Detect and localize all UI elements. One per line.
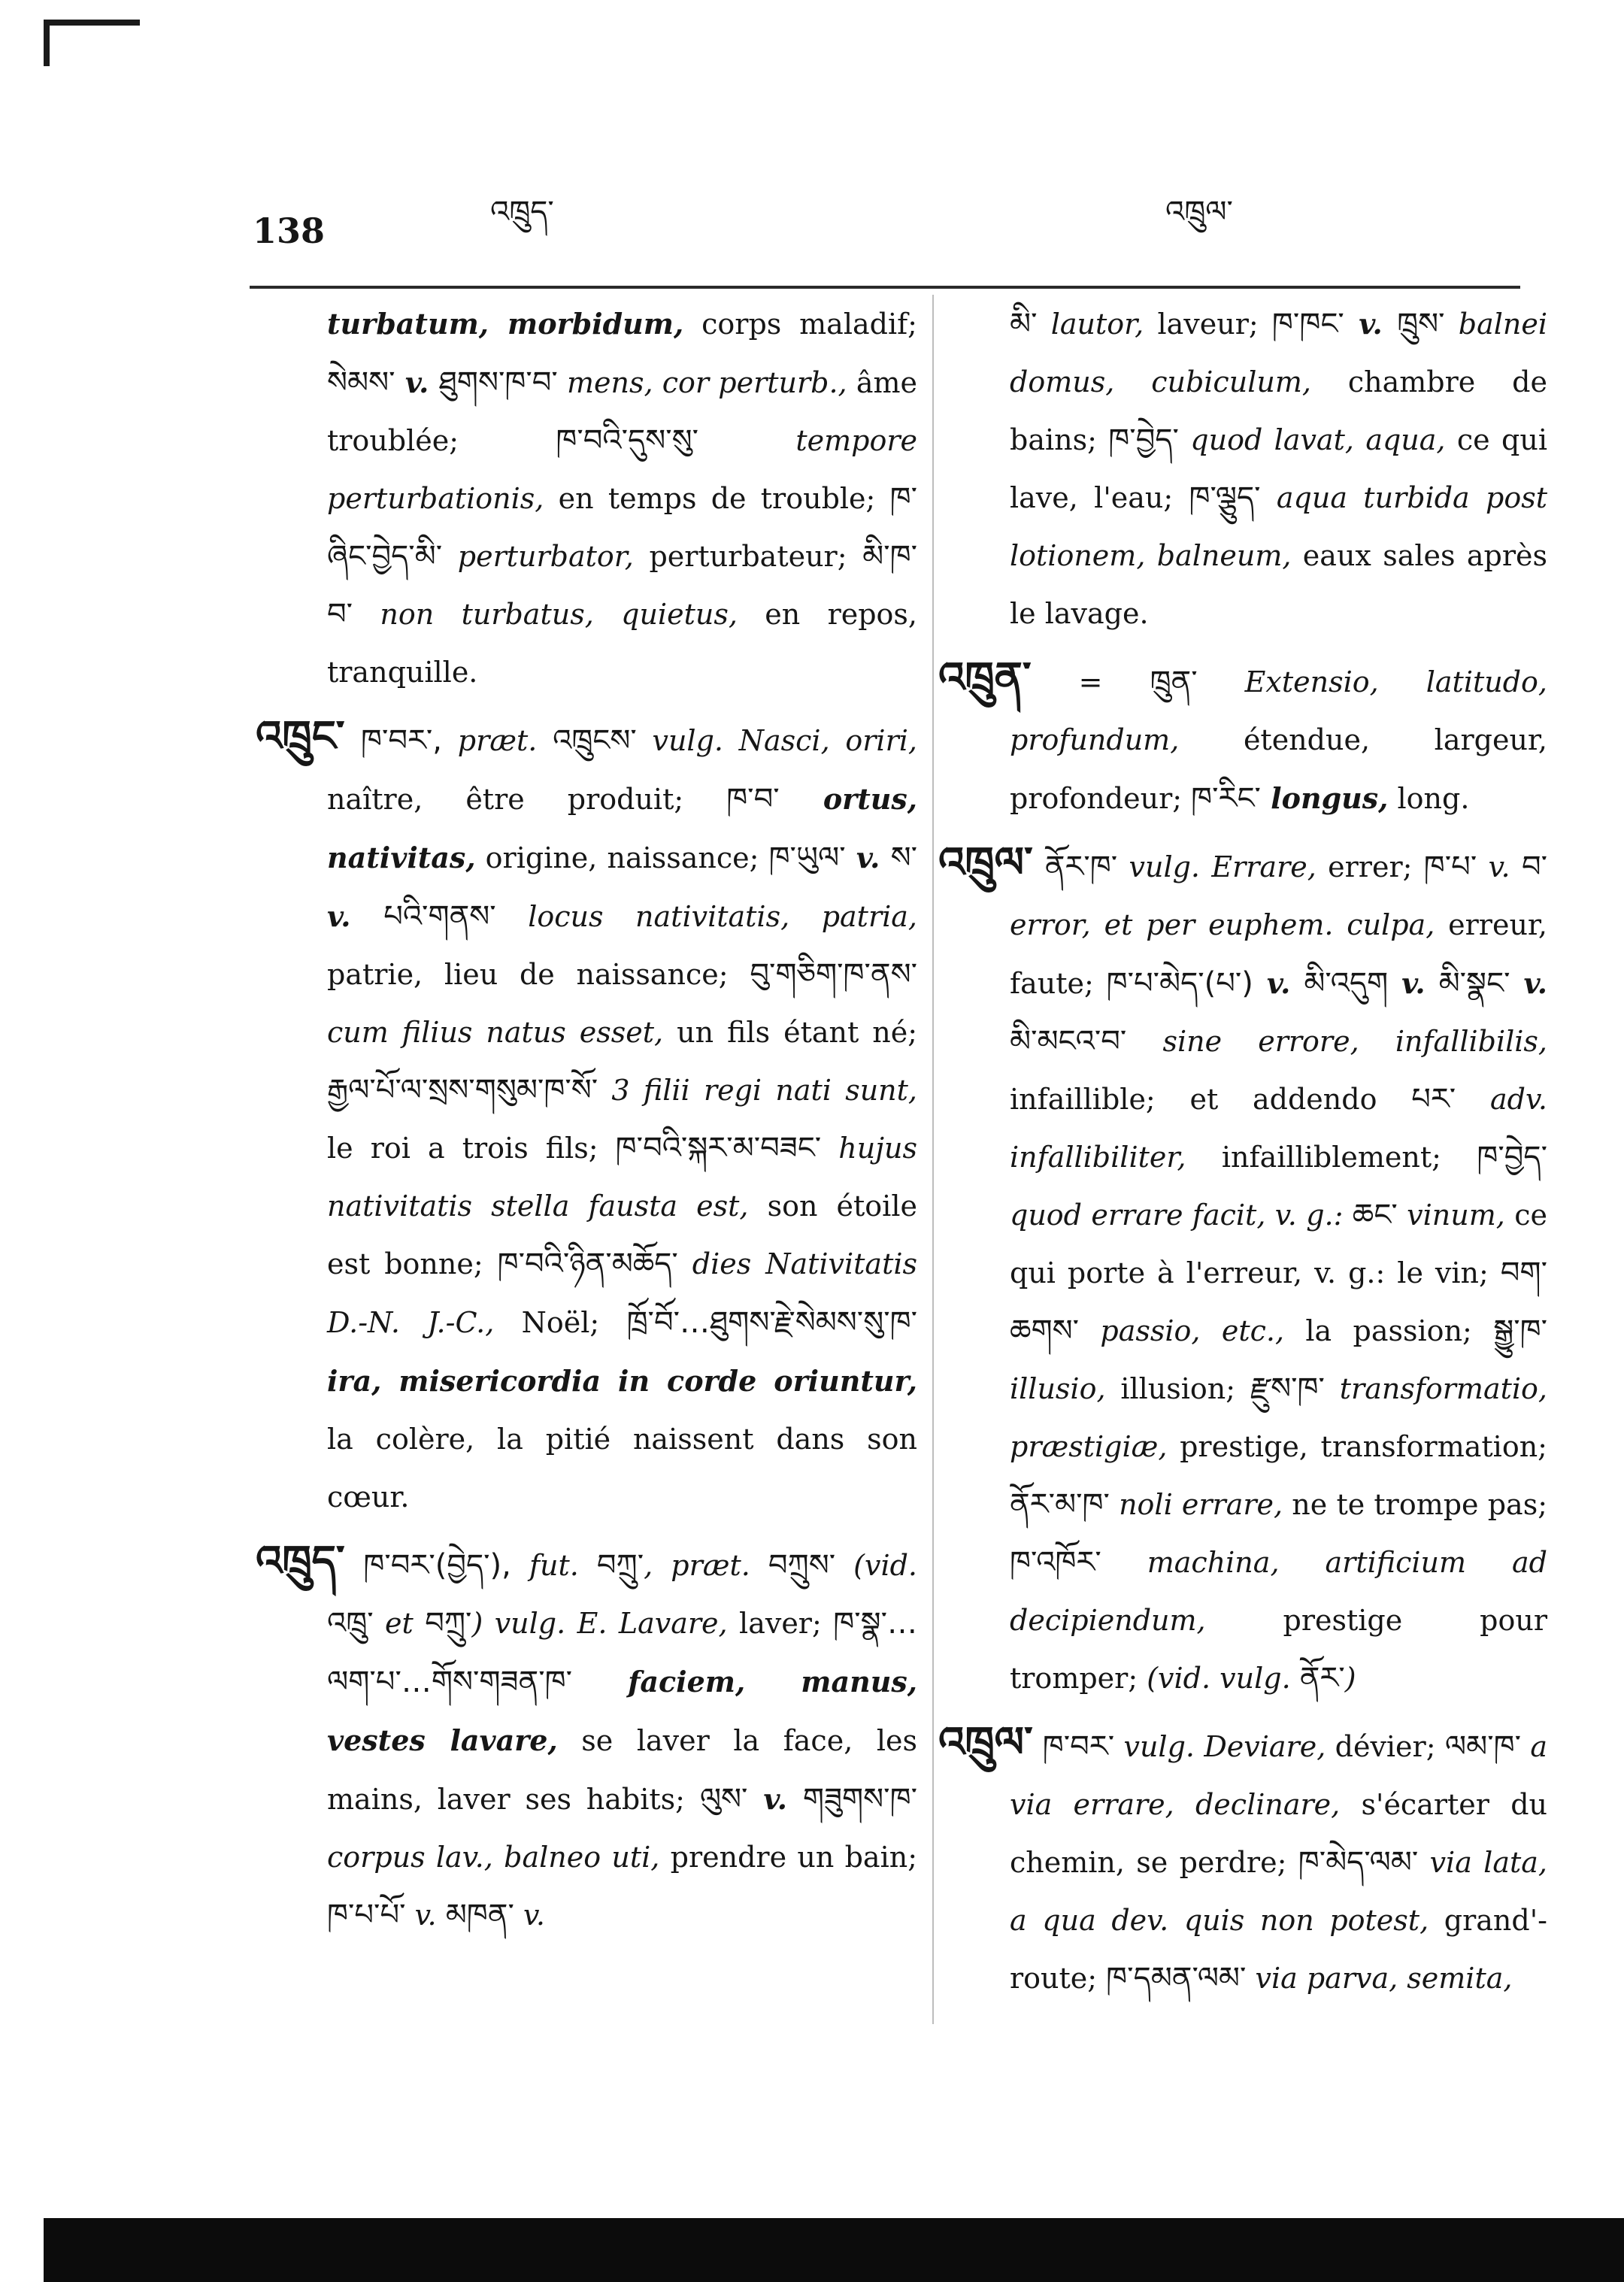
headword: འཁྲུད་ xyxy=(256,1537,345,1586)
page-number: 138 xyxy=(253,211,326,251)
headword: འཁྲུལ་ xyxy=(938,838,1033,887)
left-column xyxy=(256,295,917,1950)
running-head-left: འཁྲུད་ xyxy=(490,195,554,229)
dictionary-entry: འཁྲུལ་ ནོར་ཁ་ vulg. Errare, errer; ཁ་པ་ v. བ་ error, et per euphem. culpa, erreur, faute; ཁ་པ་མེད་(པ་) v. མི་འདུག v. མི་སྣང་ v. མི་མངའ་བ་ sine errore, infallibilis, infaillible; et addendo པར་ adv. infallibiliter, infailliblement; ཁ་བྱེད་ quod errare facit, v. g.: ཆང་ vinum, ce qui porte à l'erreur, v. g.: le vin; བག་ཆགས་ passio, etc., la passion; སྒྱུ་ཁ་ illusio, illusion; རྫུས་ཁ་ transformatio, præstigiæ, prestige, transformation; ནོར་མ་ཁ་ noli errare, ne te trompe pas; ཁ་འཁོར་ machina, artificium ad decipiendum, prestige pour tromper; (vid. vulg. ནོར་) xyxy=(938,838,1548,1696)
column-divider xyxy=(932,295,934,2024)
dictionary-entry: འཁྲུང་ ཁ་བར་, præt. འཁྲུངས་ vulg. Nasci, oriri, naître, être produit; ཁ་བ་ ortus, nativitas, origine, naissance; ཁ་ཡུལ་ v. ས་ v. པའི་གནས་ locus nativitatis, patria, patrie, lieu de naissance; བུ་གཅིག་ཁ་ནས་ cum filius natus esset, un fils étant né; རྒྱལ་པོ་ལ་སྲས་གསུམ་ཁ་སོ་ 3 filii regi nati sunt, le roi a trois fils; ཁ་བའི་སྐར་མ་བཟང་ hujus nativitatis stella fausta est, son étoile est bonne; ཁ་བའི་ཉིན་མཆོད་ dies Nativitatis D.-N. J.-C., Noël; ཁྲོ་བོ་…ཐུགས་རྗེ་སེམས་སུ་ཁ་ ira, misericordia in corde oriuntur, la colère, la pitié naissent dans son cœur. xyxy=(256,712,918,1514)
running-head-right: འཁྲུལ་ xyxy=(1165,195,1233,229)
corner-mark-vertical xyxy=(44,20,50,66)
dictionary-entry: འཁྲུན་ = ཁྲུན་ Extensio, latitudo, profundum, étendue, largeur, profondeur; ཁ་རིང་ longus, long. xyxy=(938,653,1547,816)
entry-continuation: མི་ lautor, laveur; ཁ་ཁང་ v. ཁྲུས་ balnei domus, cubiculum, chambre de bains; ཁ་བྱེད་ quod lavat, aqua, ce qui lave, l'eau; ཁ་ལྕུད་ aqua turbida post lotionem, balneum, eaux sales après le lavage. xyxy=(1010,307,1548,630)
right-column xyxy=(938,295,1547,2014)
dictionary-entry: འཁྲུད་ ཁ་བར་(བྱེད་), fut. བཀྲུ་, præt. བཀྲུས་ (vid. འཁྲུ་ et བཀྲུ་) vulg. E. Lavare, laver; ཁ་སྣ་…ལག་པ་…གོས་གཟན་ཁ་ faciem, manus, vestes lavare, se laver la face, les mains, laver ses habits; ལུས་ v. གཟུགས་ཁ་ corpus lav., balneo uti, prendre un bain; ཁ་པ་པོ་ v. མཁན་ v. xyxy=(256,1537,918,1932)
corner-mark xyxy=(44,20,140,26)
headword: འཁྲུན་ xyxy=(938,653,1032,702)
header-rule xyxy=(250,286,1520,289)
headword: འཁྲུང་ xyxy=(256,712,345,761)
headword: འཁྲུལ་ xyxy=(938,1718,1033,1767)
scan-bottom-bar xyxy=(44,2218,1624,2282)
entry-continuation: turbatum, morbidum, corps maladif; སེམས་ v. ཐུགས་ཁ་བ་ mens, cor perturb., âme troublée; ཁ་བའི་དུས་སུ་ tempore perturbationis, en temps de trouble; ཁ་ཞིང་བྱེད་མི་ perturbator, perturbateur; མི་ཁ་བ་ non turbatus, quietus, en repos, tranquille. xyxy=(327,307,918,689)
dictionary-entry: འཁྲུལ་ ཁ་བར་ vulg. Deviare, dévier; ལམ་ཁ་ a via errare, declinare, s'écarter du chemin, se perdre; ཁ་མེད་ལམ་ via lata, a qua dev. quis non potest, grand'-route; ཁ་དམན་ལམ་ via parva, semita, xyxy=(938,1718,1548,1996)
